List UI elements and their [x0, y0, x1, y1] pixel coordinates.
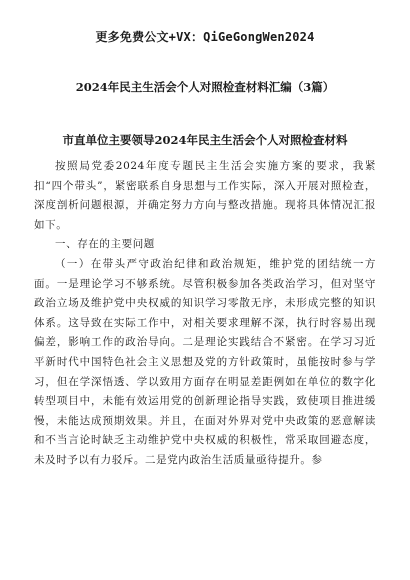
intro-paragraph: 按照局党委2024年度专题民主生活会实施方案的要求，我紧扣“四个带头”，紧密联系自身思想与工作实际，深入开展对照检查，深度剖析问题根源，并确定努力方向与整改措施。现将具体情况汇报如下。	[34, 160, 376, 231]
document-title: 2024年民主生活会个人对照检查材料汇编（3篇）	[75, 80, 335, 94]
body-paragraph: （一）在带头严守政治纪律和政治规矩，维护党的团结统一方面。一是理论学习不够系统。尽管积极参加各类政治学习，但对坚守政治立场及维护党中央权威的知识学习零散无序，未形成完整的知识体系。这导致在实际工作中，对相关要求理解不深，执行时容易出现偏差，影响工作的政治导向。二是理论实践结合不紧密。在学习习近平新时代中国特色社会主义思想及党的方针政策时，虽能按时参与学习，但在学深悟透、学以致用方面存在明显差距例如在单位的数字化转型项目中，未能有效运用党的创新理论指导实践，致使项目推进缓慢，未能达成预期效果。并且，在面对外界对党中央政策的恶意解读和不当言论时缺乏主动维护党中央权威的积极性，常采取回避态度，未及时予以有力驳斥。二是党内政治生活质量亟待提升。参	[34, 257, 376, 466]
heading-main-problems: 一、存在的主要问题	[55, 238, 155, 251]
promo-banner: 更多免费公文+VX：QiGeGongWen2024	[95, 30, 315, 44]
section-title: 市直单位主要领导2024年民主生活会个人对照检查材料	[62, 133, 348, 147]
